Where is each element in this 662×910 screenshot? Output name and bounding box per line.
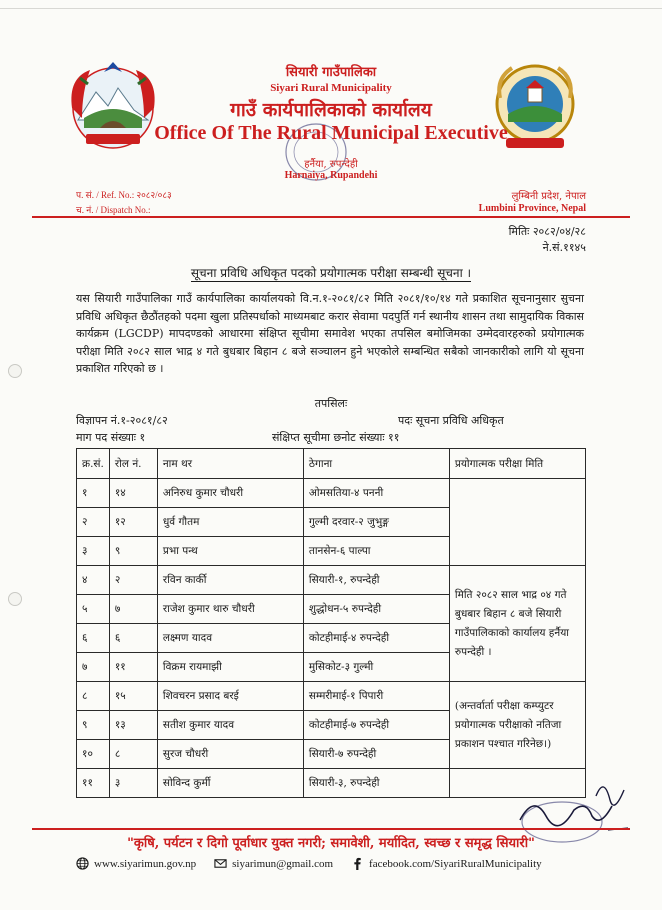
municipality-name-en: Siyari Rural Municipality xyxy=(270,82,392,94)
website-link[interactable]: www.siyarimun.gov.np xyxy=(94,857,197,870)
notice-date: मितिः २०८२/०४/२८ xyxy=(508,225,586,238)
col-address: ठेगाना xyxy=(303,449,449,479)
cell-address: सियारी-७ रुपन्देही xyxy=(303,740,449,769)
cell-roll: १४ xyxy=(109,479,157,508)
notice-subject-text: सूचना प्रविधि अधिकृत पदको प्रयोगात्मक परीक्षा सम्बन्धी सूचना । xyxy=(190,266,472,280)
cell-roll: १३ xyxy=(109,711,157,740)
cell-roll: ९ xyxy=(109,537,157,566)
cell-roll: १५ xyxy=(109,682,157,711)
cell-address: सियारी-१, रुपन्देही xyxy=(303,566,449,595)
cell-serial: ३ xyxy=(77,537,110,566)
fold-line xyxy=(0,8,662,9)
province-en: Lumbini Province, Nepal xyxy=(478,203,586,214)
cell-roll: ३ xyxy=(109,769,157,798)
cell-exam-note-1: मिति २०८२ साल भाद्र ०४ गते बुधबार बिहान ८ बजे सियारी गाउँपालिकाको कार्यालय हर्नैया रुपन्देही । xyxy=(449,566,585,682)
vigyapan-number: विज्ञापन नं.१-२०८१/८२ xyxy=(76,414,168,427)
table-row xyxy=(77,682,586,711)
cell-address: कोटहीमाई-४ रुपन्देही xyxy=(303,624,449,653)
footer-slogan: "कृषि, पर्यटन र दिगो पूर्वाधार युक्त नगरी; समावेशी, मर्यादित, स्वच्छ र समृद्ध सियारी" xyxy=(127,836,535,851)
office-name-en: Office Of The Rural Municipal Executive xyxy=(154,122,508,144)
mail-icon xyxy=(214,857,227,870)
header-divider xyxy=(32,216,630,218)
cell-address: मुसिकोट-३ गुल्मी xyxy=(303,653,449,682)
cell-address: सियारी-३, रुपन्देही xyxy=(303,769,449,798)
cell-name: राजेश कुमार थारु चौधरी xyxy=(157,595,303,624)
facebook-link[interactable]: facebook.com/SiyariRuralMunicipality xyxy=(369,857,542,870)
cell-exam-blank xyxy=(449,479,585,566)
required-posts: माग पद संख्याः १ xyxy=(76,431,146,444)
cell-roll: ७ xyxy=(109,595,157,624)
cell-address: कोटहीमाई-७ रुपन्देही xyxy=(303,711,449,740)
cell-name: सतीश कुमार यादव xyxy=(157,711,303,740)
table-row xyxy=(77,566,586,595)
notice-subject xyxy=(0,264,662,281)
notice-serial: ने.सं.११४५ xyxy=(542,241,586,254)
punch-hole-bottom xyxy=(8,592,22,606)
municipality-name-np: सियारी गाउँपालिका xyxy=(285,65,377,80)
table-row xyxy=(77,479,586,508)
dispatch-number: च. नं. / Dispatch No.: xyxy=(76,205,151,215)
cell-roll: ६ xyxy=(109,624,157,653)
cell-address: सम्मरीमाई-१ पिपारी xyxy=(303,682,449,711)
email-link[interactable]: siyarimun@gmail.com xyxy=(232,857,334,870)
globe-icon xyxy=(76,857,89,870)
cell-address: ओमसतिया-४ पननी xyxy=(303,479,449,508)
cell-serial: ५ xyxy=(77,595,110,624)
post-name: पदः सूचना प्रविधि अधिकृत xyxy=(398,414,504,427)
cell-exam-note-2: (अन्तर्वार्ता परीक्षा कम्प्युटर प्रयोगात्मक परीक्षाको नतिजा प्रकाशन पश्चात गरिनेछ।) xyxy=(449,682,585,769)
tapasil-heading: तपसिलः xyxy=(314,397,348,410)
cell-serial: २ xyxy=(77,508,110,537)
cell-name: प्रभा पन्थ xyxy=(157,537,303,566)
cell-name: रविन कार्की xyxy=(157,566,303,595)
table-header-row xyxy=(77,449,586,479)
office-name-np: गाउँ कार्यपालिकाको कार्यालय xyxy=(230,99,432,121)
cell-name: सुरज चौधरी xyxy=(157,740,303,769)
cell-serial: ९ xyxy=(77,711,110,740)
footer-divider xyxy=(32,828,630,830)
col-serial: क्र.सं. xyxy=(77,449,110,479)
cell-serial: ४ xyxy=(77,566,110,595)
cell-serial: ७ xyxy=(77,653,110,682)
cell-roll: १२ xyxy=(109,508,157,537)
cell-roll: ११ xyxy=(109,653,157,682)
cell-name: अनिरुध कुमार चौधरी xyxy=(157,479,303,508)
col-roll: रोल नं. xyxy=(109,449,157,479)
facebook-icon xyxy=(351,857,364,870)
cell-address: शुद्धोधन-५ रुपन्देही xyxy=(303,595,449,624)
cell-serial: ११ xyxy=(77,769,110,798)
cell-name: लक्ष्मण यादव xyxy=(157,624,303,653)
cell-serial: ८ xyxy=(77,682,110,711)
notice-body: यस सियारी गाउँपालिका गाउँ कार्यपालिका कार्यालयको वि.न.१-२०८१/८२ मिति २०८१/१०/१४ गते प्रकाशित सूचनानुसार सुचना प्रविधि अधिकृत छैठौंतहको पदमा खुला प्रतिस्पर्धाको माध्यमबाट करार सेवामा पदपुर्ति गर्न स्थानीय शासन तथा सामुदायिक विकास कार्यक्रम (LGCDP) मापदण्डको आधारमा संक्षिप्त सूचीमा समावेश भएका तपसिल बमोजिमका उम्मेदवारहरुको प्रयोगात्मक परीक्षा मिति २०८२ साल भाद्र ४ गते बुधबार बिहान ८ बजे सञ्चालन हुने भएकोले सम्बन्धित सबैको जानकारीको लागि यो सूचना प्रकाशित गरिएको छ । xyxy=(76,292,584,375)
cell-address: गुल्मी दरवार-२ जुभुङ्ग xyxy=(303,508,449,537)
cell-name: सोविन्द कुर्मी xyxy=(157,769,303,798)
ref-number: प. सं. / Ref. No.: २०८२/०८३ xyxy=(76,190,172,200)
cell-address: तानसेन-६ पाल्पा xyxy=(303,537,449,566)
cell-serial: १ xyxy=(77,479,110,508)
cell-serial: ६ xyxy=(77,624,110,653)
cell-serial: १० xyxy=(77,740,110,769)
col-name: नाम थर xyxy=(157,449,303,479)
candidate-table xyxy=(76,448,586,798)
cell-name: विक्रम रायमाझी xyxy=(157,653,303,682)
col-exam-date: प्रयोगात्मक परीक्षा मिति xyxy=(449,449,585,479)
place-en: Harnaiya, Rupandehi xyxy=(284,170,378,181)
cell-roll: २ xyxy=(109,566,157,595)
province-np: लुम्बिनी प्रदेश, नेपाल xyxy=(511,191,586,202)
cell-name: धुर्व गौतम xyxy=(157,508,303,537)
footer-contacts xyxy=(76,857,542,870)
punch-hole-top xyxy=(8,364,22,378)
cell-roll: ८ xyxy=(109,740,157,769)
cell-name: शिवचरन प्रसाद बरई xyxy=(157,682,303,711)
place-np: हर्नैया, रुपन्देही xyxy=(304,159,358,170)
shortlist-count: संक्षिप्त सूचीमा छनोट संख्याः ११ xyxy=(272,431,400,444)
